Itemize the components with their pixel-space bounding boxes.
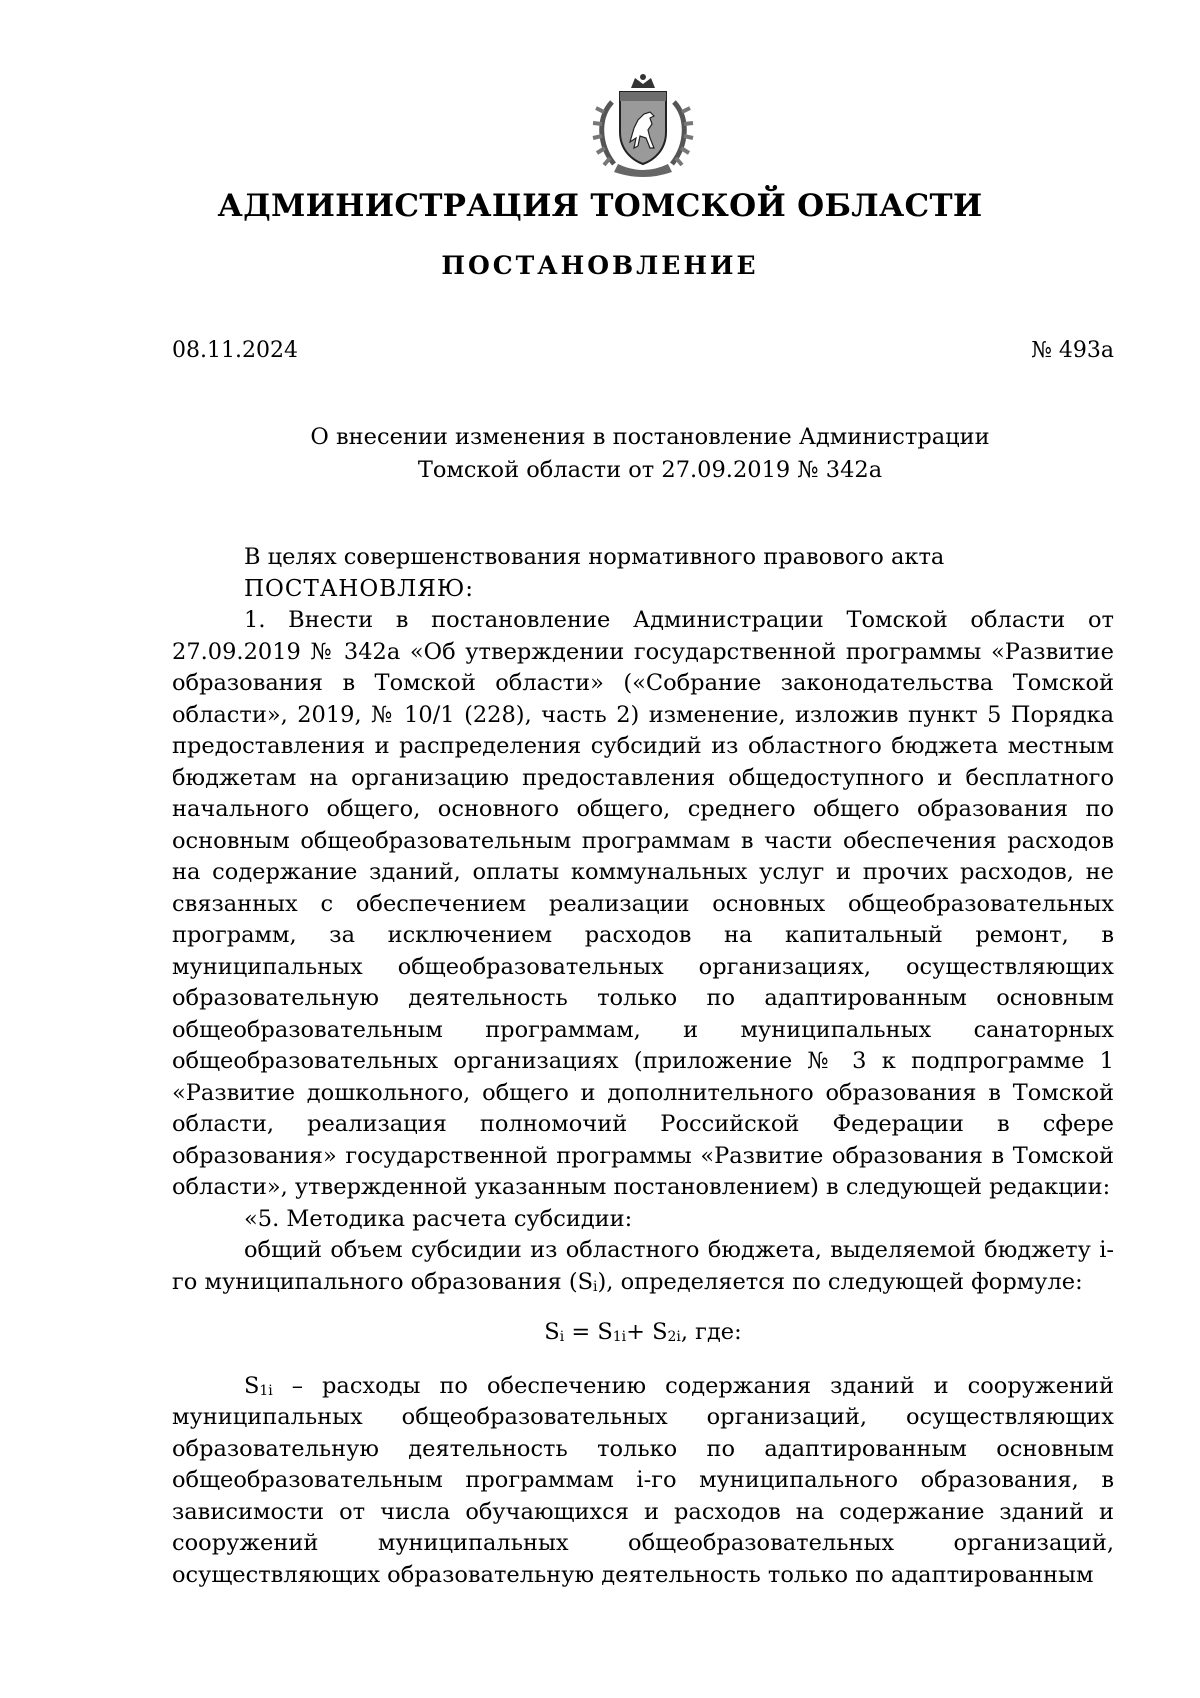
subject-line-1: О внесении изменения в постановление Администрации — [310, 424, 990, 450]
item-1-paragraph: 1. Внести в постановление Администрации Томской области от 27.09.2019 № 342а «Об утверждении государственной программы «Развитие образования в Томской области» («Собрание законодательства Томской области», 2019, № 10/1 (228), часть 2) изменение, изложив пункт 5 Порядка предоставления и распределения субсидий из областного бюджета местным бюджетам на организацию предоставления общедоступного и бесплатного начального общего, основного общего, среднего общего образования по основным общеобразовательным программам в части обеспечения расходов на содержание зданий, оплаты коммунальных услуг и прочих расходов, не связанных с обеспечением реализации основных общеобразовательных программ, за исключением расходов на капитальный ремонт, в муниципальных общеобразовательных организациях, осуществляющих образовательную деятельность только по адаптированным основным общеобразовательным программам, и муниципальных санаторных общеобразовательных организациях (приложение № 3 к подпрограмме 1 «Развитие дошкольного, общего и дополнительного образования в Томской области, реализация полномочий Российской Федерации в сфере образования» государственной программы «Развитие образования в Томской области», утвержденной указанным постановлением) в следующей редакции: — [172, 607, 1114, 1200]
document-body — [172, 542, 1114, 1591]
subsidy-paragraph: общий объем субсидии из областного бюджета, выделяемой бюджету i-го муниципального образования $(S_i)$, определяется по следующей формуле: — [172, 1237, 1114, 1295]
organization-title: АДМИНИСТРАЦИЯ ТОМСКОЙ ОБЛАСТИ — [217, 188, 983, 224]
document-type-title: ПОСТАНОВЛЕНИЕ — [441, 251, 759, 280]
document-subject — [200, 421, 1100, 487]
decree-heading: ПОСТАНОВЛЯЮ: — [244, 575, 475, 602]
document-date: 08.11.2024 — [172, 338, 298, 363]
subject-line-2: Томской области от 27.09.2019 № 342а — [417, 457, 883, 483]
document-number: № 493а — [1031, 338, 1114, 363]
subsidy-formula: $S_i = S_{1i}+ S_{2i}$, где: — [544, 1319, 742, 1346]
definition-paragraph: $S_{1i}$ – расходы по обеспечению содержания зданий и сооружений муниципальных общеобразовательных организаций, осуществляющих образовательную деятельность только по адаптированным основным общеобразовательным программам i-го муниципального образования, в зависимости от числа обучающихся и расходов на содержание зданий и сооружений муниципальных общеобразовательных организаций, осуществляющих образовательную деятельность только по адаптированным — [172, 1372, 1114, 1588]
preamble: В целях совершенствования нормативного правового акта — [244, 544, 945, 570]
coat-of-arms-icon — [588, 72, 698, 180]
point-5-heading: «5. Методика расчета субсидии: — [244, 1205, 633, 1232]
